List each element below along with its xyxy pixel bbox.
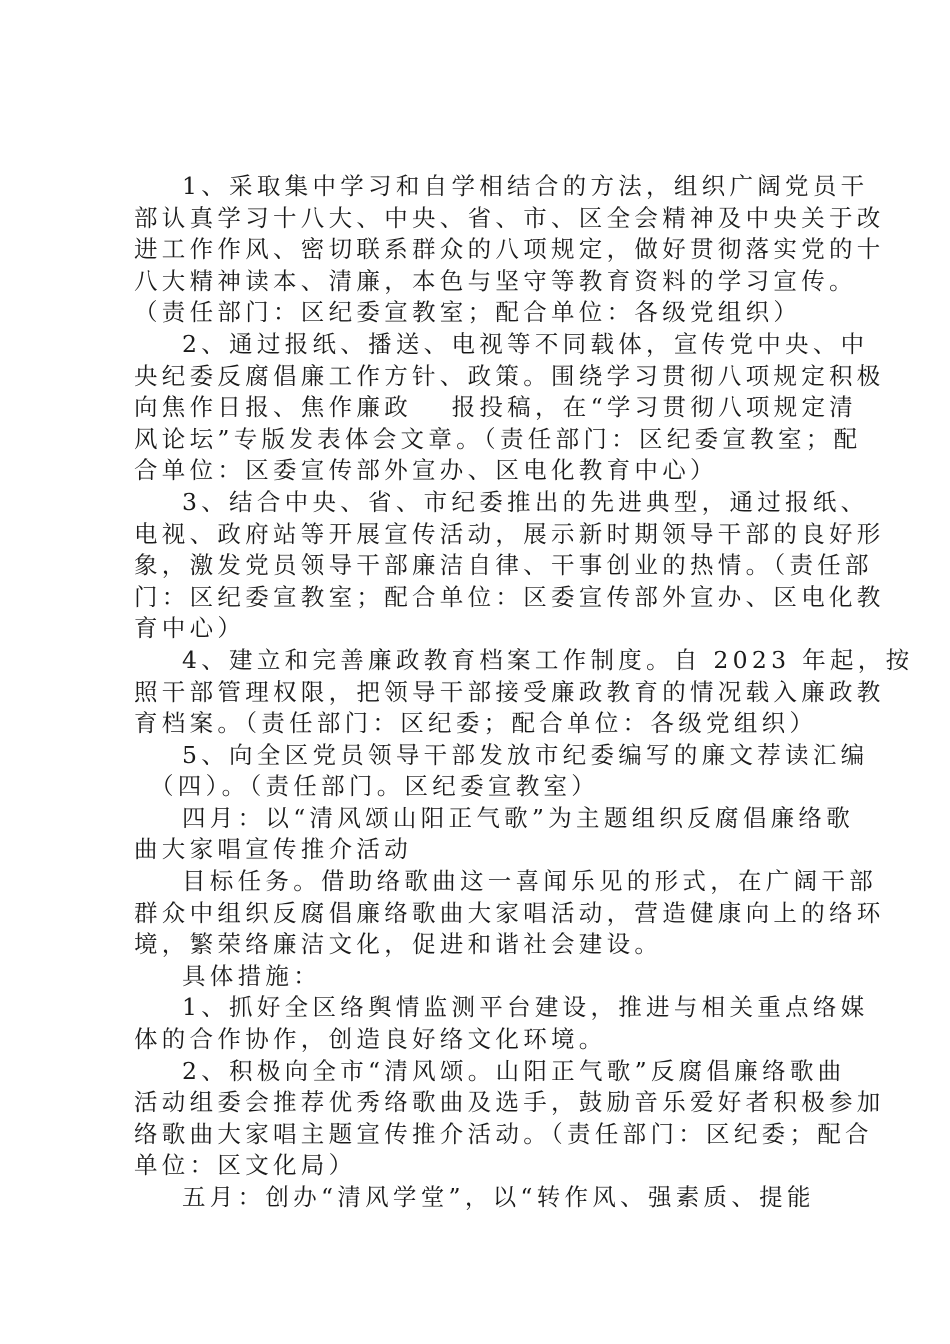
text-line: 络歌曲大家唱主题宣传推介活动。（责任部门：区纪委；配合: [134, 1119, 873, 1148]
text-line: 1、采取集中学习和自学相结合的方法，组织广阔党员干: [182, 172, 869, 200]
text-line: 2、通过报纸、播送、电视等不同载体，宣传党中央、中: [182, 329, 869, 358]
text-line: 象，激发党员领导干部廉洁自律、干事创业的热情。（责任部: [134, 551, 873, 580]
text-line: （责任部门：区纪委宣教室；配合单位：各级党组织）: [134, 298, 802, 327]
text-line: 4、建立和完善廉政教育档案工作制度。自 2023 年起，按: [182, 645, 914, 674]
text-line: 四月：以“清风颂山阳正气歌”为主题组织反腐倡廉络歌: [182, 803, 855, 832]
text-line: 3、结合中央、省、市纪委推出的先进典型，通过报纸、: [182, 487, 869, 516]
text-line: 具体措施：: [182, 961, 321, 990]
text-line: 群众中组织反腐倡廉络歌曲大家唱活动，营造健康向上的络环: [134, 898, 885, 927]
text-line: 照干部管理权限，把领导干部接受廉政教育的情况载入廉政教: [134, 677, 885, 706]
text-line: 合单位：区委宣传部外宣办、区电化教育中心）: [134, 456, 718, 485]
text-line: 向焦作日报、焦作廉政 报投稿，在“学习贯彻八项规定清: [134, 393, 858, 422]
text-line: 曲大家唱宣传推介活动: [134, 835, 412, 864]
document-page: [134, 171, 914, 1214]
text-line: 5、向全区党员领导干部发放市纪委编写的廉文荐读汇编: [182, 740, 869, 769]
text-line: 电视、政府站等开展宣传活动，展示新时期领导干部的良好形: [134, 519, 885, 548]
text-line: 部认真学习十八大、中央、省、市、区全会精神及中央关于改: [134, 203, 885, 232]
text-line: （四）。（责任部门。区纪委宣教室）: [150, 772, 600, 801]
text-line: 八大精神读本、清廉，本色与坚守等教育资料的学习宣传。: [134, 266, 857, 295]
text-line: 进工作作风、密切联系群众的八项规定，做好贯彻落实党的十: [134, 235, 885, 264]
text-line: 境，繁荣络廉洁文化，促进和谐社会建设。: [134, 930, 663, 959]
text-line: 单位：区文化局）: [134, 1151, 357, 1180]
text-line: 活动组委会推荐优秀络歌曲及选手，鼓励音乐爱好者积极参加: [134, 1088, 885, 1117]
text-line: 育档案。（责任部门：区纪委；配合单位：各级党组织）: [134, 709, 818, 738]
text-line: 1、抓好全区络舆情监测平台建设，推进与相关重点络媒: [182, 993, 869, 1022]
text-line: 育中心）: [134, 614, 246, 643]
text-line: 目标任务。借助络歌曲这一喜闻乐见的形式，在广阔干部: [182, 867, 877, 896]
text-line: 五月：创办“清风学堂”，以“转作风、强素质、提能: [182, 1183, 815, 1211]
text-line: 门：区纪委宣教室；配合单位：区委宣传部外宣办、区电化教: [134, 582, 885, 611]
text-line: 体的合作协作，创造良好络文化环境。: [134, 1025, 607, 1054]
text-line: 2、积极向全市“清风颂。山阳正气歌”反腐倡廉络歌曲: [182, 1056, 846, 1085]
text-line: 央纪委反腐倡廉工作方针、政策。围绕学习贯彻八项规定积极: [134, 361, 885, 390]
text-line: 风论坛”专版发表体会文章。（责任部门：区纪委宣教室；配: [134, 424, 862, 453]
